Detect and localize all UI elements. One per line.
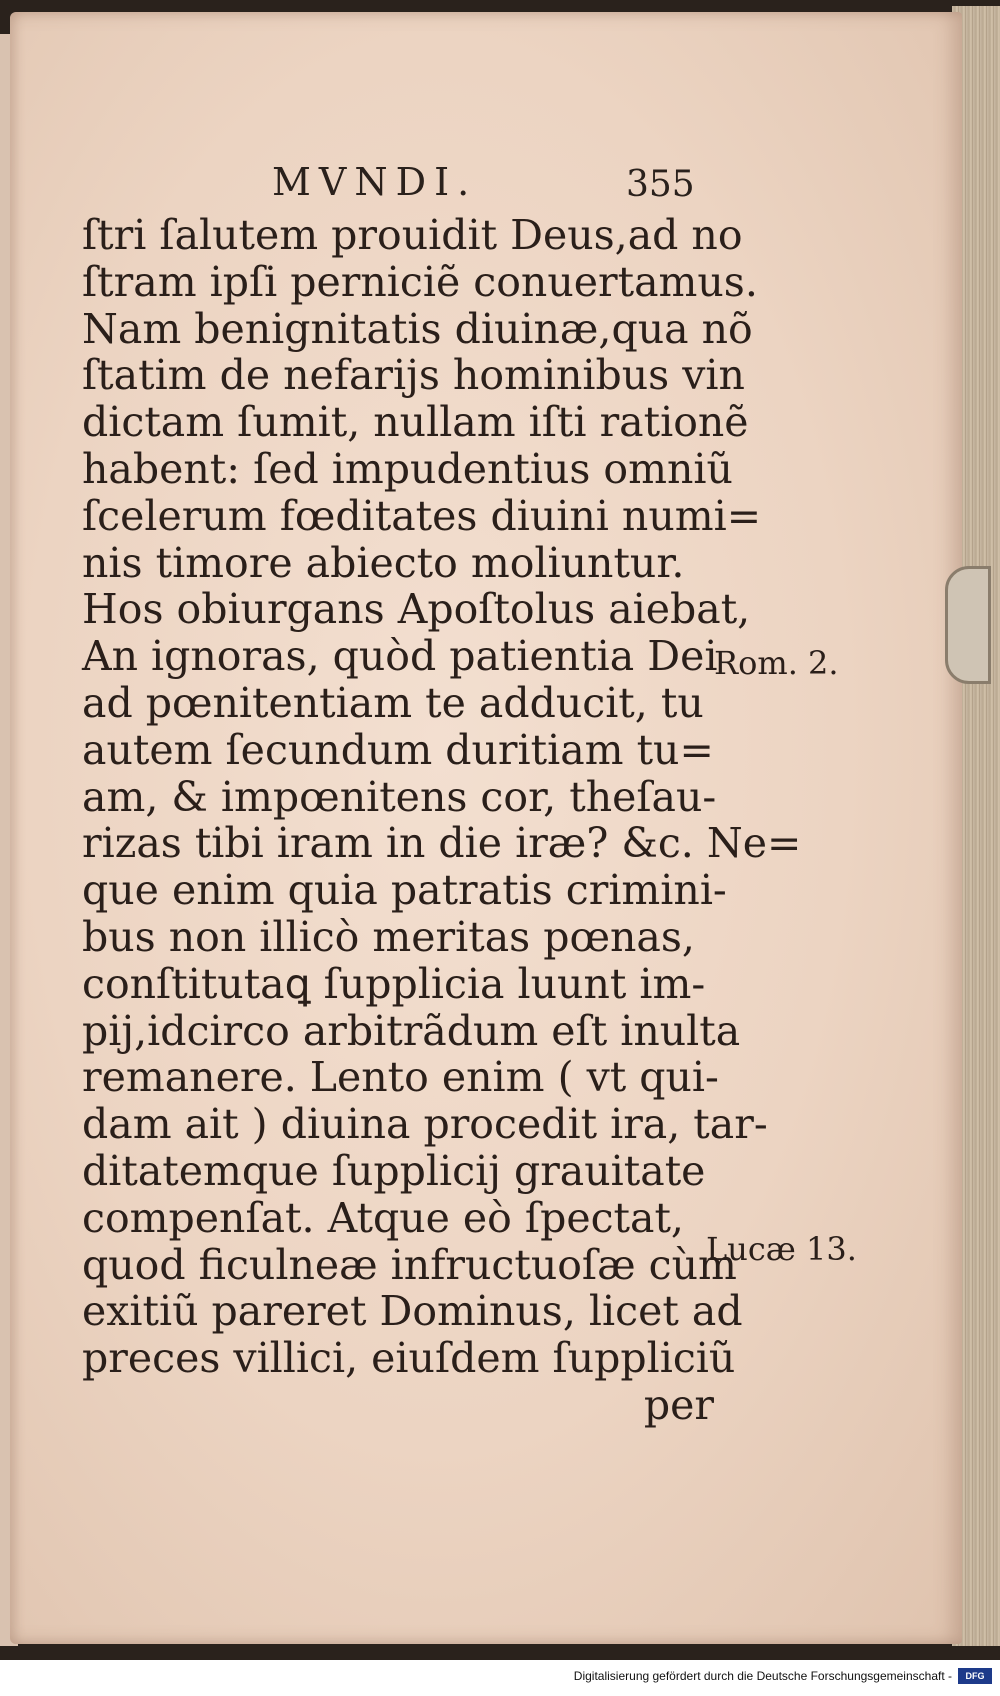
text-line: ſcelerum fœditates diuini numi=	[82, 491, 762, 540]
text-line: bus non illicò meritas pœnas,	[82, 912, 695, 961]
text-line: remanere. Lento enim ( vt qui-	[82, 1053, 719, 1102]
text-line: compenſat. Atque eò ſpectat,	[82, 1193, 684, 1242]
book-page	[10, 12, 962, 1644]
text-line: autem ſecundum duritiam tu=	[82, 725, 714, 774]
text-line: am, & impœnitens cor, theſau-	[82, 772, 717, 821]
text-line: quod ficulneæ infructuoſæ cùm	[82, 1240, 737, 1289]
digitization-footer	[0, 1660, 1000, 1696]
text-line: habent: ſed impudentius omniũ	[82, 444, 733, 493]
funding-credit: Digitalisierung gefördert durch die Deutsche Forschungsgemeinschaft -	[573, 1669, 952, 1683]
text-line: conſtitutaꝗ ſupplicia luunt im-	[82, 959, 706, 1008]
text-line: que enim quia patratis crimini-	[82, 866, 727, 915]
dfg-logo: DFG	[958, 1668, 992, 1684]
text-line: ad pœnitentiam te adducit, tu	[82, 678, 704, 727]
catchword: per	[643, 1380, 714, 1429]
page-clip	[945, 566, 991, 684]
page-number: 355	[626, 164, 695, 205]
marginal-note-romans: Rom. 2.	[714, 644, 839, 682]
text-line: rizas tibi iram in die iræ? &c. Ne=	[82, 819, 802, 868]
text-line: pij,idcirco arbitrãdum eſt inulta	[82, 1006, 741, 1055]
text-line: dictam ſumit, nullam iſti rationẽ	[82, 398, 749, 447]
text-line: exitiũ pareret Dominus, licet ad	[82, 1287, 743, 1336]
text-line: nis timore abiecto moliuntur.	[82, 538, 685, 587]
text-line: An ignoras, quòd patientia Dei	[82, 632, 718, 681]
text-line: ſtatim de nefarijs hominibus vin	[82, 351, 745, 400]
text-line: ſtram ipſi perniciẽ conuertamus.	[82, 257, 758, 306]
running-head: MVNDI.	[272, 160, 478, 204]
text-line: Nam benignitatis diuinæ,qua nõ	[82, 304, 753, 353]
marginal-note-luke: Lucæ 13.	[706, 1230, 857, 1268]
text-line: Hos obiurgans Apoſtolus aiebat,	[82, 585, 751, 634]
text-line: ditatemque ſupplicij grauitate	[82, 1146, 706, 1195]
text-line: preces villici, eiuſdem ſuppliciũ	[82, 1334, 736, 1383]
text-line: dam ait ) diuina procedit ira, tar-	[82, 1100, 768, 1149]
text-line: ſtri ſalutem prouidit Deus,ad no	[82, 211, 743, 259]
